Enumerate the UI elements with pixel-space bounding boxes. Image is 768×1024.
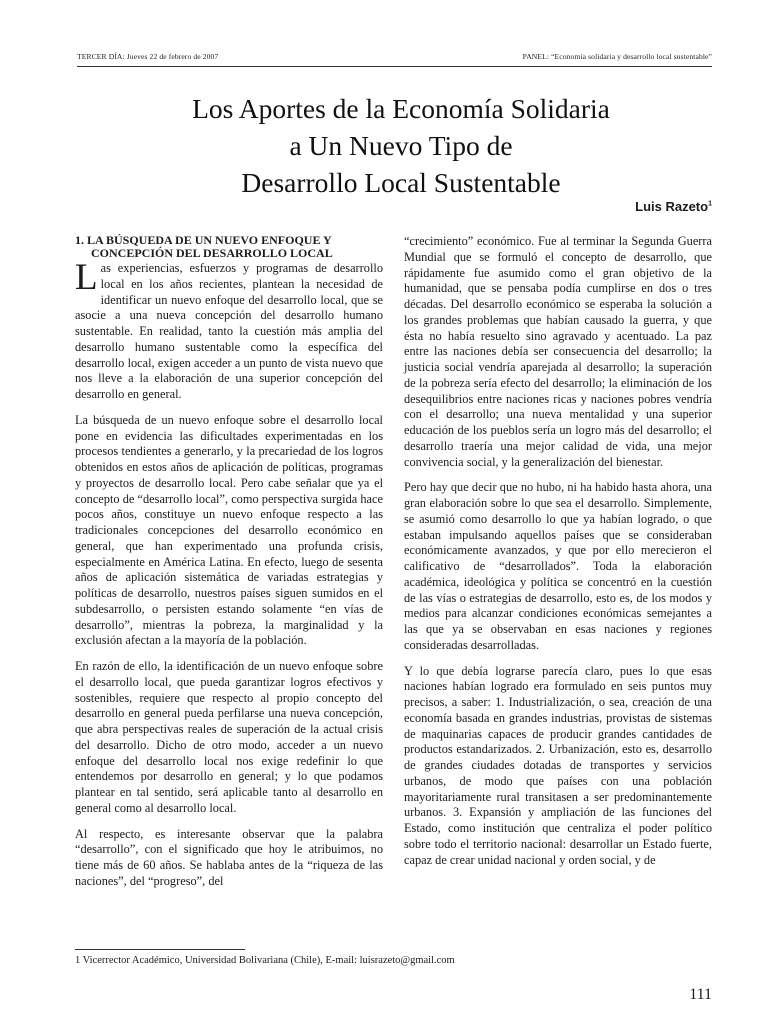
right-column <box>404 234 712 878</box>
page-number: 111 <box>689 986 712 1003</box>
drop-cap: L <box>75 257 98 298</box>
footnote-divider <box>75 949 245 950</box>
title-line-2: a Un Nuevo Tipo de <box>289 130 513 161</box>
paragraph: Pero hay que decir que no hubo, ni ha habido hasta ahora, una gran elaboración sobre lo que sea el desarrollo. Simplemente, se asumió como desarrollo lo que ya habían logrado, o que estaban impulsando aquellos países que se consideraban económicamente avanzados, y que por ello merecieron el calificativo de “desarrollados”. Toda la elaboración académica, ideológica y política se concentró en la cuestión de las vías o estrategias de desarrollo, esto es, de los modos y medios para alcanzar condiciones económicas semejantes a las que ya se observaban en esas naciones y regiones consideradas desarrolladas. <box>404 480 712 652</box>
paragraph: En razón de ello, la identificación de un nuevo enfoque sobre el desarrollo local, que pueda garantizar logros efectivos y sostenibles, requiere que respecto al propio concepto del desarrollo en general pueda perfilarse una nueva concepción, que abra perspectivas reales de superación de la actual crisis del desarrollo. Dicho de otro modo, acceder a un nuevo enfoque del desarrollo local nos exige redefinir lo que entendemos por desarrollo en general; y lo que podamos plantear en tal sentido, será aplicable tanto al desarrollo en general como al desarrollo local. <box>75 659 383 815</box>
header-date: TERCER DÍA: Jueves 22 de febrero de 2007 <box>77 52 219 61</box>
paragraph: La búsqueda de un nuevo enfoque sobre el desarrollo local pone en evidencia las dificultades experimentadas en los procesos tendientes a generarlo, y la precariedad de los logros obtenidos en estos años de aplicación de políticas, programas y proyectos de desarrollo local. Pero cabe señalar que ya el concepto de “desarrollo local”, como perspectiva surgida hace pocos años, constituye un nuevo enfoque respecto a las tradicionales concepciones del desarrollo económico en general, que han experimentado una profunda crisis, especialmente en América Latina. En efecto, luego de sesenta años de aplicación sistemática de variadas estrategias y políticas de desarrollo, nuestros países siguen sumidos en el subdesarrollo, o persisten estando solamente “en vías de desarrollo”, mientras la pobreza, la marginalidad y la exclusión afectan a la mayoría de la población. <box>75 412 383 648</box>
paragraph <box>75 257 383 403</box>
paragraph-text: as experiencias, esfuerzos y programas de desarrollo local en los años recientes, plantean la necesidad de identificar un nuevo enfoque del desarrollo local, que se asocie a una nueva concepción del desarrollo humano sustentable. En realidad, tanto la cuestión más amplia del desarrollo humano sustentable como la específica del desarrollo local, exigen acceder a un punto de vista nuevo que nos lleve a la elaboración de una superior concepción del desarrollo en general. <box>75 261 383 401</box>
header-panel: PANEL: “Economía solidaria y desarrollo local sustentable” <box>522 52 712 61</box>
footnote: 1 Vicerrector Académico, Universidad Bolivariana (Chile), E-mail: luisrazeto@gmail.com <box>75 955 455 966</box>
title-line-1: Los Aportes de la Economía Solidaria <box>192 93 610 124</box>
article-title <box>90 90 712 201</box>
paragraph: Y lo que debía lograrse parecía claro, pues lo que esas naciones habían logrado era formulado en seis puntos muy precisos, a saber: 1. Industrialización, o sea, creación de una economía basada en grandes industrias, provistas de sistemas de maquinarias capaces de producir grandes cantidades de productos estandarizados. 2. Urbanización, esto es, desarrollo de grandes ciudades dotadas de transportes y servicios urbanos, de modo que países con una población mayoritariamente rural transitasen a ser predominantemente urbanos. 3. Expansión y ampliación de las funciones del Estado, como institución que centraliza el poder político sobre todo el territorio nacional: desarrollar un Estado fuerte, capaz de crear unidad nacional y orden social, y de <box>404 663 712 867</box>
author-name: Luis Razeto <box>635 199 709 214</box>
running-header <box>77 52 712 67</box>
left-column <box>75 234 383 900</box>
author <box>635 199 712 214</box>
section-heading: 1. LA BÚSQUEDA DE UN NUEVO ENFOQUE Y CONCEPCIÓN DEL DESARROLLO LOCAL <box>75 233 333 260</box>
author-footnote-ref: 1 <box>708 200 712 208</box>
title-line-3: Desarrollo Local Sustentable <box>241 167 561 198</box>
paragraph: “crecimiento” económico. Fue al terminar la Segunda Guerra Mundial que se formuló el concepto de desarrollo, que rápidamente fue asumido como el gran objetivo de la humanidad, que se pensaba podía cumplirse en dos o tres décadas. Del desarrollo económico se esperaba la solución a los grandes problemas que habían causado la guerra, y que ésta no había resuelto sino agravado y acentuado. La paz entre las naciones debía ser consecuencia del desarrollo; la justicia social vendría aparejada al desarrollo; la superación de la pobreza sería efecto del desarrollo; la eliminación de los desequilibrios entre naciones ricas y naciones pobres vendría con el desarrollo; una nueva mentalidad y una superior educación de los pueblos sería un logro más del desarrollo; el desarrollo traería una mejor calidad de vida, una mejor convivencia social, y la generalización del bienestar. <box>404 234 712 469</box>
paragraph: Al respecto, es interesante observar que la palabra “desarrollo”, con el significado que hoy le atribuimos, no tiene más de 60 años. Se hablaba antes de la “riqueza de las naciones”, del “progreso”, del <box>75 826 383 888</box>
